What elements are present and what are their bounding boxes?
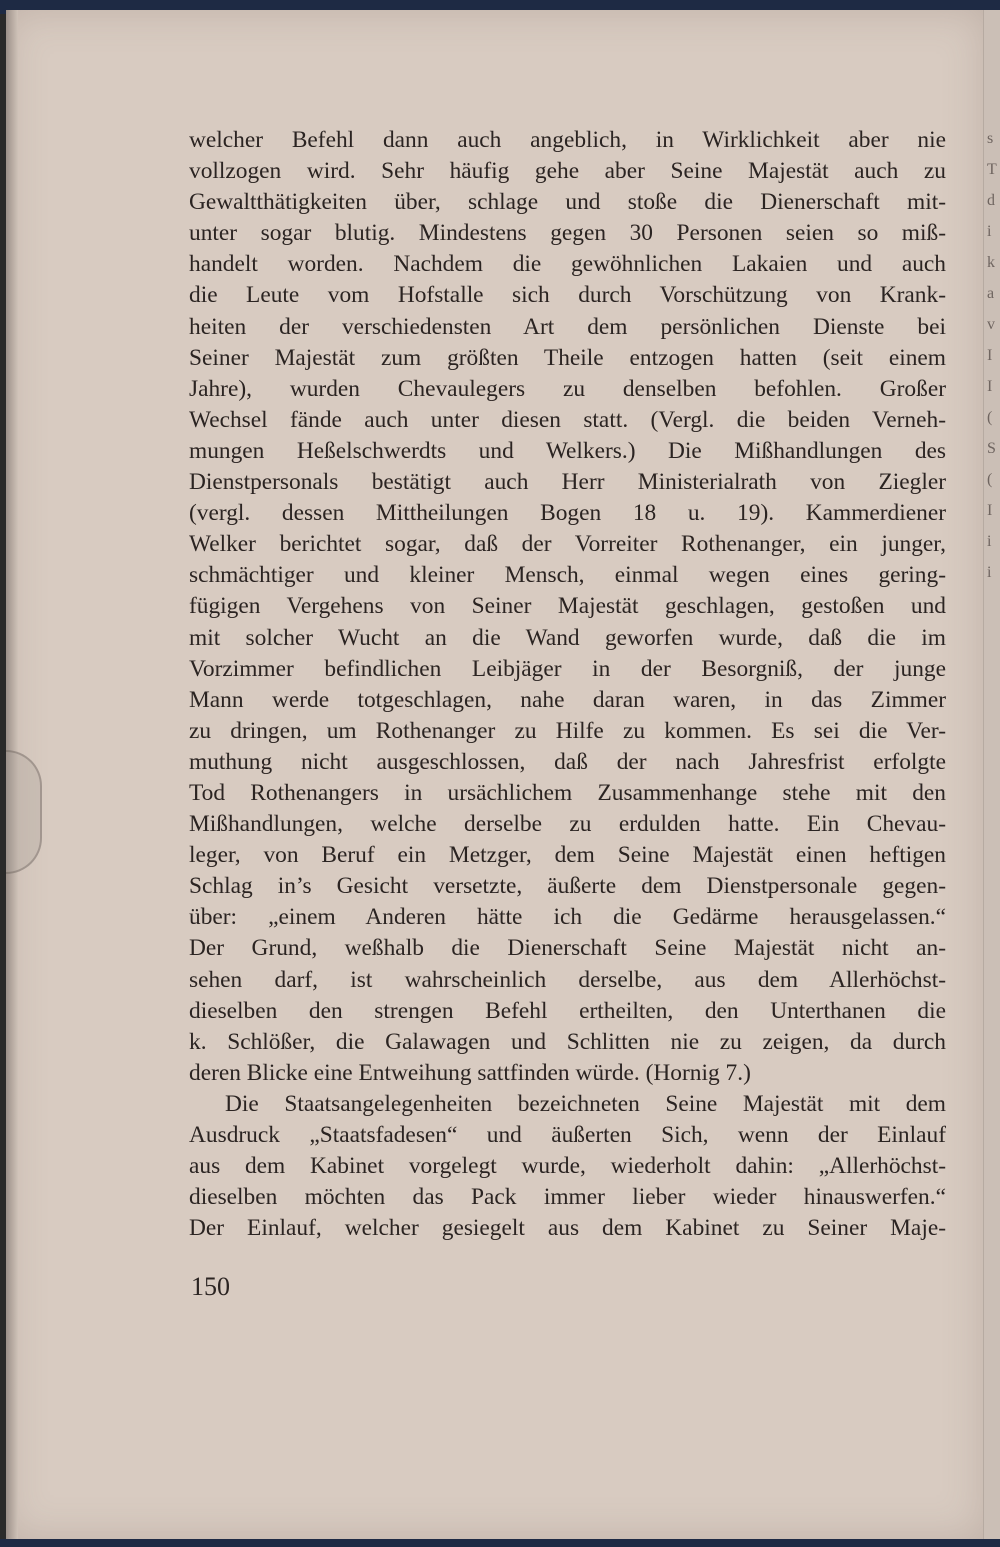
text-line: k. Schlößer, die Galawagen und Schlitten nie zu zeigen, da durch	[189, 1028, 946, 1055]
text-line: Dienstpersonals bestätigt auch Herr Ministerialrath von Ziegler	[189, 469, 946, 496]
text-line: zu dringen, um Rothenanger zu Hilfe zu kommen. Es sei die Ver-	[189, 717, 946, 744]
text-line: deren Blicke eine Entweihung sattfinden würde. (Hornig 7.)	[189, 1059, 751, 1086]
text-line: Der Grund, weßhalb die Dienerschaft Seine Majestät nicht an-	[189, 935, 946, 962]
text-line: Gewaltthätigkeiten über, schlage und stoße die Dienerschaft mit-	[189, 189, 946, 216]
text-line: Die Staatsangelegenheiten bezeichneten Seine Majestät mit dem	[225, 1090, 946, 1117]
scan-frame-bottom	[0, 1539, 1000, 1547]
text-line: über: „einem Anderen hätte ich die Gedärme herausgelassen.“	[189, 904, 946, 931]
facing-page-fragment: d	[987, 192, 995, 209]
text-line: leger, von Beruf ein Metzger, dem Seine Majestät einen heftigen	[189, 842, 946, 869]
text-line: fügigen Vergehens von Seiner Majestät geschlagen, gestoßen und	[189, 593, 946, 620]
text-line: Mann werde totgeschlagen, nahe daran waren, in das Zimmer	[189, 686, 946, 713]
text-line: die Leute vom Hofstalle sich durch Vorschützung von Krank-	[189, 282, 946, 309]
facing-page-fragment: I	[987, 347, 993, 364]
text-line: Wechsel fände auch unter diesen statt. (Vergl. die beiden Verneh-	[189, 406, 946, 433]
text-line: Vorzimmer befindlichen Leibjäger in der Besorgniß, der junge	[189, 655, 946, 682]
text-line: welcher Befehl dann auch angeblich, in Wirklichkeit aber nie	[189, 127, 946, 153]
text-line: mungen Heßelschwerdts und Welkers.) Die Mißhandlungen des	[189, 437, 946, 464]
text-line: Mißhandlungen, welche derselbe zu erdulden hatte. Ein Chevau-	[189, 811, 946, 838]
facing-page-fragment: a	[987, 285, 995, 302]
text-line: Jahre), wurden Chevaulegers zu denselben befohlen. Großer	[189, 375, 946, 402]
text-line: Welker berichtet sogar, daß der Vorreiter Rothenanger, ein junger,	[189, 531, 946, 558]
page-number: 150	[191, 1272, 230, 1301]
text-line: Tod Rothenangers in ursächlichem Zusammenhange stehe mit den	[189, 779, 946, 806]
facing-page-fragment: s	[987, 130, 994, 147]
text-line: Seiner Majestät zum größten Theile entzogen hatten (seit einem	[189, 344, 946, 371]
text-line: muthung nicht ausgeschlossen, daß der nach Jahresfrist erfolgte	[189, 748, 946, 775]
paper-clip-mark	[6, 750, 42, 874]
book-page	[6, 10, 984, 1539]
facing-page-fragment: S	[987, 440, 996, 457]
text-line: Ausdruck „Staatsfadesen“ und äußerten Sich, wenn der Einlauf	[189, 1122, 946, 1148]
facing-page-edge	[983, 10, 1000, 1539]
text-line: Schlag in’s Gesicht versetzte, äußerte dem Dienstpersonale gegen-	[189, 873, 946, 900]
facing-page-fragment: I	[987, 502, 993, 519]
facing-page-fragment: (	[987, 471, 993, 488]
text-line: aus dem Kabinet vorgelegt wurde, wiederholt dahin: „Allerhöchst-	[189, 1153, 946, 1180]
text-line: dieselben den strengen Befehl ertheilten, den Unterthanen die	[189, 997, 946, 1024]
text-line: mit solcher Wucht an die Wand geworfen wurde, daß die im	[189, 624, 946, 651]
text-line: unter sogar blutig. Mindestens gegen 30 Personen seien so miß-	[189, 220, 946, 247]
text-line: handelt worden. Nachdem die gewöhnlichen Lakaien und auch	[189, 251, 946, 278]
facing-page-fragment: v	[987, 316, 995, 333]
facing-page-fragment: i	[987, 223, 992, 240]
facing-page-fragment: T	[987, 161, 997, 178]
text-line: vollzogen wird. Sehr häufig gehe aber Seine Majestät auch zu	[189, 158, 946, 185]
facing-page-fragment: (	[987, 409, 993, 426]
facing-page-fragment: i	[987, 564, 992, 581]
text-line: (vergl. dessen Mittheilungen Bogen 18 u. 19). Kammerdiener	[189, 500, 946, 527]
text-line: Der Einlauf, welcher gesiegelt aus dem Kabinet zu Seiner Maje-	[189, 1215, 946, 1242]
text-line: heiten der verschiedensten Art dem persönlichen Dienste bei	[189, 313, 946, 340]
body-text	[189, 125, 946, 1244]
text-line: schmächtiger und kleiner Mensch, einmal wegen eines gering-	[189, 562, 946, 589]
facing-page-fragment: i	[987, 533, 992, 550]
facing-page-fragment: k	[987, 254, 995, 271]
text-line: dieselben möchten das Pack immer lieber wieder hinauswerfen.“	[189, 1184, 946, 1211]
text-line: sehen darf, ist wahrscheinlich derselbe, aus dem Allerhöchst-	[189, 966, 946, 993]
facing-page-fragment: I	[987, 378, 993, 395]
